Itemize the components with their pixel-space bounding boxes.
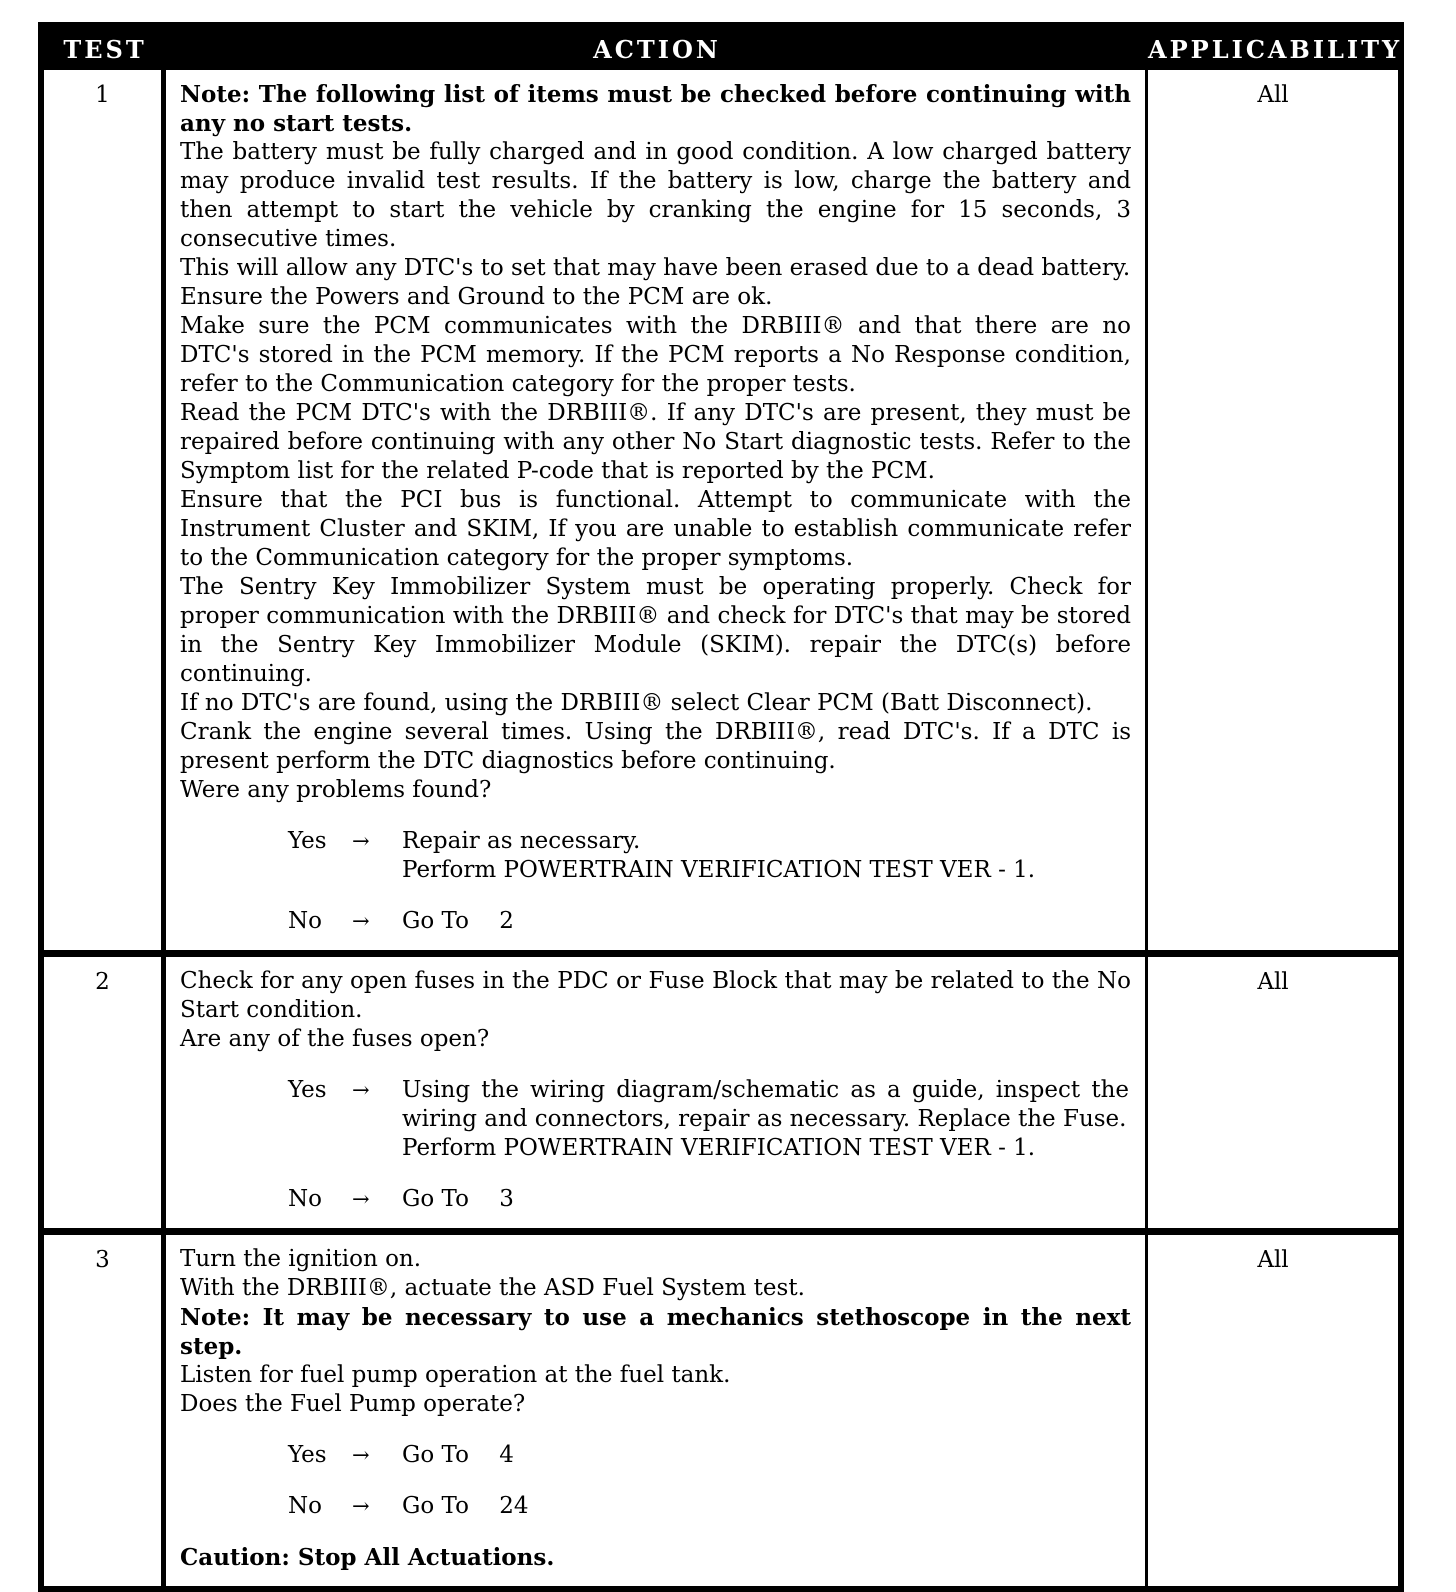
decision-yes [288, 827, 1131, 885]
right-arrow-icon: → [352, 1494, 370, 1518]
diagnostic-test-table [38, 22, 1404, 1592]
decision-option-label: No [288, 1493, 322, 1519]
table-row-test-2 [44, 950, 1398, 1228]
decision-response [402, 1185, 1131, 1214]
decision-response-line: Perform POWERTRAIN VERIFICATION TEST VER - 1. [402, 1135, 1036, 1161]
table-row-test-3 [44, 1228, 1398, 1586]
decision-response [402, 1441, 1131, 1470]
table-row-test-1 [44, 70, 1398, 950]
action-paragraph: Ensure the Powers and Ground to the PCM are ok. [180, 284, 773, 310]
decision-no [288, 1492, 1131, 1521]
action-paragraph: Check for any open fuses in the PDC or Fuse Block that may be related to the No Start condition. [180, 968, 1131, 1023]
test-number: 3 [44, 1235, 166, 1586]
header-applicability: APPLICABILITY [1148, 34, 1403, 64]
action-paragraph: Listen for fuel pump operation at the fuel tank. [180, 1362, 731, 1388]
action-paragraph: Make sure the PCM communicates with the DRBIII® and that there are no DTC's stored in the PCM memory. If the PCM reports a No Response condition, refer to the Communication category for the proper tests. [180, 313, 1131, 397]
decision-response-line: Go To 24 [402, 1493, 529, 1519]
action-question: Are any of the fuses open? [180, 1026, 490, 1052]
header-test: TEST [63, 34, 147, 64]
decision-option-label: No [288, 1186, 322, 1212]
caution-note: Caution: Stop All Actuations. [180, 1544, 555, 1571]
decision-response [402, 907, 1131, 936]
action-paragraph: The battery must be fully charged and in good condition. A low charged battery may produce invalid test results. If the battery is low, charge the battery and then attempt to start the vehicle by cranking the engine for 15 seconds, 3 consecutive times. [180, 139, 1131, 252]
right-arrow-icon: → [352, 909, 370, 933]
header-action: ACTION [593, 34, 721, 64]
decision-response-line: Repair as necessary. [402, 828, 641, 854]
applicability-value: All [1257, 1247, 1289, 1273]
test-number: 2 [44, 957, 166, 1228]
action-paragraph: Read the PCM DTC's with the DRBIII®. If any DTC's are present, they must be repaired before continuing with any other No Start diagnostic tests. Refer to the Symptom list for the related P-code that is reported by the PCM. [180, 400, 1131, 484]
decision-yes [288, 1441, 1131, 1470]
decision-yes [288, 1076, 1131, 1163]
action-paragraph: The Sentry Key Immobilizer System must be operating properly. Check for proper communication with the DRBIII® and check for DTC's that may be stored in the Sentry Key Immobilizer Module (SKIM). repair the DTC(s) before continuing. [180, 574, 1131, 687]
action-question: Does the Fuel Pump operate? [180, 1391, 526, 1417]
decision-response-line: Go To 4 [402, 1442, 514, 1468]
action-paragraph: Crank the engine several times. Using the DRBIII®, read DTC's. If a DTC is present perform the DTC diagnostics before continuing. [180, 719, 1131, 774]
applicability-value: All [1257, 82, 1289, 108]
decision-response [402, 1492, 1131, 1521]
decision-option-label: No [288, 908, 322, 934]
right-arrow-icon: → [352, 1443, 370, 1467]
decision-response-line: Go To 2 [402, 908, 514, 934]
action-paragraph: This will allow any DTC's to set that may have been erased due to a dead battery. [180, 255, 1131, 281]
decision-response-line: Perform POWERTRAIN VERIFICATION TEST VER - 1. [402, 857, 1036, 883]
action-paragraph: Ensure that the PCI bus is functional. Attempt to communicate with the Instrument Cluster and SKIM, If you are unable to establish communicate refer to the Communication category for the proper symptoms. [180, 487, 1131, 571]
decision-response [402, 827, 1131, 885]
action-note: Note: The following list of items must be checked before continuing with any no start tests. [180, 81, 1131, 137]
action-note: Note: It may be necessary to use a mechanics stethoscope in the next step. [180, 1304, 1131, 1360]
action-cell [166, 1235, 1148, 1586]
decision-no [288, 907, 1131, 936]
decision-option-label: Yes [288, 828, 327, 854]
applicability-value: All [1257, 969, 1289, 995]
decision-option-label: Yes [288, 1442, 327, 1468]
decision-response-line: Go To 3 [402, 1186, 514, 1212]
right-arrow-icon: → [352, 1187, 370, 1211]
action-paragraph: Turn the ignition on. [180, 1246, 422, 1272]
decision-response [402, 1076, 1131, 1163]
action-paragraph: With the DRBIII®, actuate the ASD Fuel System test. [180, 1275, 805, 1301]
action-cell [166, 957, 1148, 1228]
decision-no [288, 1185, 1131, 1214]
action-cell [166, 70, 1148, 950]
right-arrow-icon: → [352, 1078, 370, 1102]
action-question: Were any problems found? [180, 777, 492, 803]
test-number: 1 [44, 70, 166, 950]
decision-option-label: Yes [288, 1077, 327, 1103]
action-paragraph: If no DTC's are found, using the DRBIII® select Clear PCM (Batt Disconnect). [180, 690, 1093, 716]
right-arrow-icon: → [352, 829, 370, 853]
decision-response-line: Using the wiring diagram/schematic as a guide, inspect the wiring and connectors, repair as necessary. Replace the Fuse. [402, 1077, 1129, 1132]
table-header-row [44, 28, 1403, 70]
